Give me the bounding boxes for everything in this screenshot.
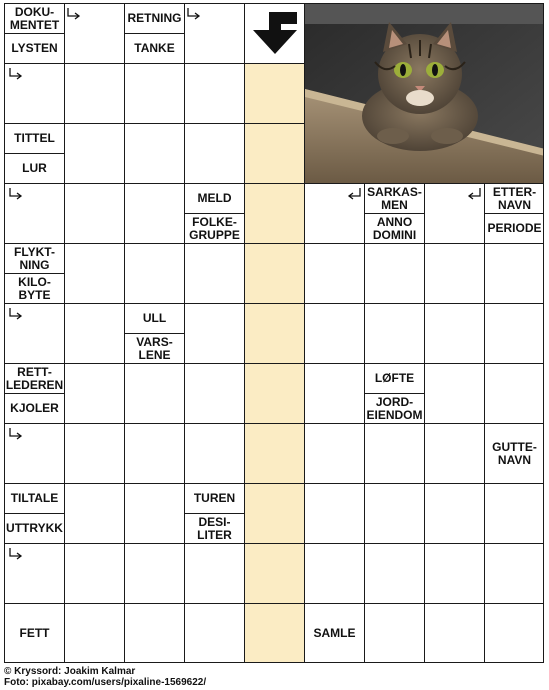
clue-turen: TUREN	[184, 483, 244, 513]
bent-arrow-down-left-icon	[244, 3, 304, 63]
clue-flyktning: FLYKT- NING	[4, 243, 64, 273]
answer-cell[interactable]	[364, 543, 424, 603]
clue-jordeiendom: JORD- EIENDOM	[364, 393, 424, 423]
hook-arrow-icon	[346, 187, 362, 203]
answer-cell[interactable]	[184, 603, 244, 663]
answer-cell[interactable]	[244, 243, 304, 303]
clue-tiltale: TILTALE	[4, 483, 64, 513]
clue-folkegruppe: FOLKE- GRUPPE	[184, 213, 244, 243]
hook-arrow-icon	[8, 427, 24, 443]
answer-cell[interactable]	[184, 423, 244, 483]
answer-cell[interactable]	[484, 543, 544, 603]
answer-cell[interactable]	[424, 543, 484, 603]
answer-cell[interactable]	[124, 123, 184, 183]
clue-varslene: VARS- LENE	[124, 333, 184, 363]
answer-cell[interactable]	[484, 603, 544, 663]
answer-cell[interactable]	[364, 243, 424, 303]
answer-cell[interactable]	[124, 63, 184, 123]
answer-cell[interactable]	[424, 483, 484, 543]
clue-kjoler: KJOLER	[4, 393, 64, 423]
clue-lur: LUR	[4, 153, 64, 183]
clue-uttrykk: UTTRYKK	[4, 513, 64, 543]
answer-cell[interactable]	[64, 603, 124, 663]
answer-cell[interactable]	[64, 423, 124, 483]
answer-cell[interactable]	[484, 363, 544, 423]
answer-cell[interactable]	[484, 243, 544, 303]
answer-cell[interactable]	[64, 123, 124, 183]
clue-sarkasmen: SARKAS- MEN	[364, 183, 424, 213]
hook-arrow-icon	[8, 307, 24, 323]
cat-photo	[304, 3, 544, 183]
clue-retning: RETNING	[124, 3, 184, 33]
answer-cell[interactable]	[304, 243, 364, 303]
answer-cell[interactable]	[244, 423, 304, 483]
answer-cell[interactable]	[124, 543, 184, 603]
credits	[4, 666, 206, 688]
answer-cell[interactable]	[244, 183, 304, 243]
answer-cell[interactable]	[184, 63, 244, 123]
answer-cell[interactable]	[424, 423, 484, 483]
answer-cell[interactable]	[244, 123, 304, 183]
answer-cell[interactable]	[304, 423, 364, 483]
clue-kilobyte: KILO- BYTE	[4, 273, 64, 303]
answer-cell[interactable]	[244, 303, 304, 363]
hook-arrow-icon	[466, 187, 482, 203]
answer-cell[interactable]	[424, 363, 484, 423]
hook-arrow-icon	[8, 187, 24, 203]
hook-arrow-icon	[186, 7, 202, 23]
answer-cell[interactable]	[244, 603, 304, 663]
clue-dokumentet: DOKU- MENTET	[4, 3, 64, 33]
answer-cell[interactable]	[124, 243, 184, 303]
answer-cell[interactable]	[424, 303, 484, 363]
answer-cell[interactable]	[304, 483, 364, 543]
hook-arrow-icon	[8, 547, 24, 563]
clue-lysten: LYSTEN	[4, 33, 64, 63]
answer-cell[interactable]	[124, 183, 184, 243]
hook-arrow-icon	[8, 67, 24, 83]
clue-tittel: TITTEL	[4, 123, 64, 153]
answer-cell[interactable]	[64, 363, 124, 423]
clue-lofte: LØFTE	[364, 363, 424, 393]
answer-cell[interactable]	[184, 123, 244, 183]
clue-anno-domini: ANNO DOMINI	[364, 213, 424, 243]
clue-ettnavn: ETTER- NAVN	[484, 183, 544, 213]
answer-cell[interactable]	[424, 243, 484, 303]
answer-cell[interactable]	[184, 543, 244, 603]
answer-cell[interactable]	[64, 483, 124, 543]
answer-cell[interactable]	[64, 543, 124, 603]
answer-cell[interactable]	[64, 183, 124, 243]
credit-crossword: © Kryssord: Joakim Kalmar	[4, 666, 136, 677]
clue-periode: PERIODE	[484, 213, 544, 243]
clue-tanke: TANKE	[124, 33, 184, 63]
answer-cell[interactable]	[424, 603, 484, 663]
answer-cell[interactable]	[304, 543, 364, 603]
answer-cell[interactable]	[64, 243, 124, 303]
answer-cell[interactable]	[304, 363, 364, 423]
answer-cell[interactable]	[184, 363, 244, 423]
clue-samle: SAMLE	[304, 603, 364, 663]
hook-arrow-icon	[66, 7, 82, 23]
answer-cell[interactable]	[364, 603, 424, 663]
clue-fett: FETT	[4, 603, 64, 663]
answer-cell[interactable]	[364, 483, 424, 543]
clue-ull: ULL	[124, 303, 184, 333]
answer-cell[interactable]	[124, 603, 184, 663]
answer-cell[interactable]	[244, 543, 304, 603]
answer-cell[interactable]	[364, 423, 424, 483]
clue-meld: MELD	[184, 183, 244, 213]
answer-cell[interactable]	[484, 303, 544, 363]
answer-cell[interactable]	[64, 303, 124, 363]
answer-cell[interactable]	[244, 363, 304, 423]
answer-cell[interactable]	[244, 63, 304, 123]
clue-desiliter: DESI- LITER	[184, 513, 244, 543]
answer-cell[interactable]	[64, 63, 124, 123]
answer-cell[interactable]	[184, 243, 244, 303]
answer-cell[interactable]	[124, 483, 184, 543]
clue-guttenavn: GUTTE- NAVN	[484, 423, 544, 483]
answer-cell[interactable]	[244, 483, 304, 543]
answer-cell[interactable]	[124, 423, 184, 483]
answer-cell[interactable]	[484, 483, 544, 543]
clue-rettlederen: RETT- LEDEREN	[5, 364, 64, 392]
answer-cell[interactable]	[304, 303, 364, 363]
answer-cell[interactable]	[124, 363, 184, 423]
answer-cell[interactable]	[364, 303, 424, 363]
answer-cell[interactable]	[184, 303, 244, 363]
credit-photo: Foto: pixabay.com/users/pixaline-1569622/	[4, 677, 207, 688]
